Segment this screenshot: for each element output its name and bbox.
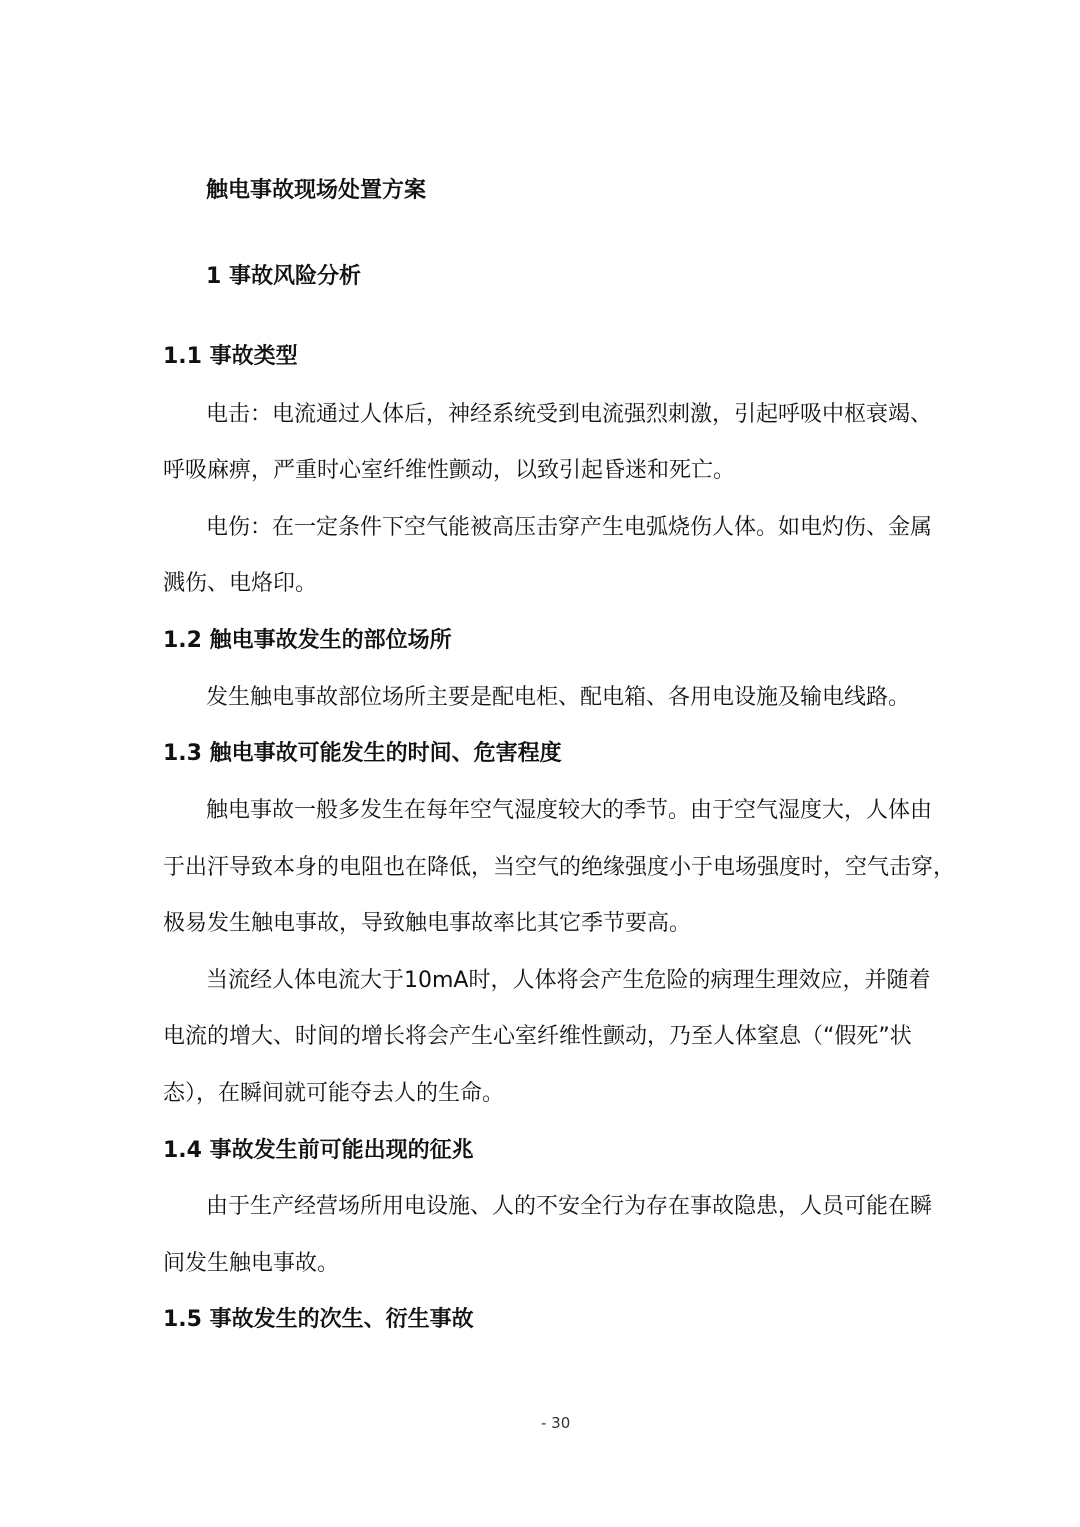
subsection-heading-1-4: 1.4 事故发生前可能出现的征兆 — [163, 1138, 474, 1163]
paragraph-line: 电流的增大、时间的增长将会产生心室纤维性颤动，乃至人体窒息（“假死”状 — [163, 1024, 912, 1049]
paragraph-line: 极易发生触电事故，导致触电事故率比其它季节要高。 — [163, 911, 692, 936]
paragraph-line: 电伤：在一定条件下空气能被高压击穿产生电弧烧伤人体。如电灼伤、金属 — [206, 515, 933, 540]
paragraph-line: 溅伤、电烙印。 — [163, 571, 318, 596]
paragraph-line: 态），在瞬间就可能夺去人的生命。 — [163, 1081, 505, 1106]
paragraph-line: 呼吸麻痹，严重时心室纤维性颤动，以致引起昏迷和死亡。 — [163, 458, 736, 483]
paragraph-line: 当流经人体电流大于10mA时，人体将会产生危险的病理生理效应，并随着 — [206, 968, 931, 993]
paragraph-line: 间发生触电事故。 — [163, 1251, 340, 1276]
paragraph-line: 由于生产经营场所用电设施、人的不安全行为存在事故隐患，人员可能在瞬 — [206, 1194, 933, 1219]
paragraph-line: 于出汗导致本身的电阻也在降低，当空气的绝缘强度小于电场强度时，空气击穿， — [163, 855, 956, 880]
paragraph-line: 发生触电事故部位场所主要是配电柜、配电箱、各用电设施及输电线路。 — [206, 685, 911, 710]
page-number: - 30 — [541, 1414, 571, 1432]
paragraph-line: 触电事故一般多发生在每年空气湿度较大的季节。由于空气湿度大，人体由 — [206, 798, 933, 823]
subsection-heading-1-5: 1.5 事故发生的次生、衍生事故 — [163, 1307, 474, 1332]
subsection-heading-1-2: 1.2 触电事故发生的部位场所 — [163, 628, 452, 653]
document-title: 触电事故现场处置方案 — [206, 178, 427, 203]
section-heading-1: 1 事故风险分析 — [206, 264, 361, 289]
subsection-heading-1-3: 1.3 触电事故可能发生的时间、危害程度 — [163, 741, 562, 766]
paragraph-line: 电击：电流通过人体后，神经系统受到电流强烈刺激，引起呼吸中枢衰竭、 — [206, 402, 933, 427]
subsection-heading-1-1: 1.1 事故类型 — [163, 344, 298, 369]
